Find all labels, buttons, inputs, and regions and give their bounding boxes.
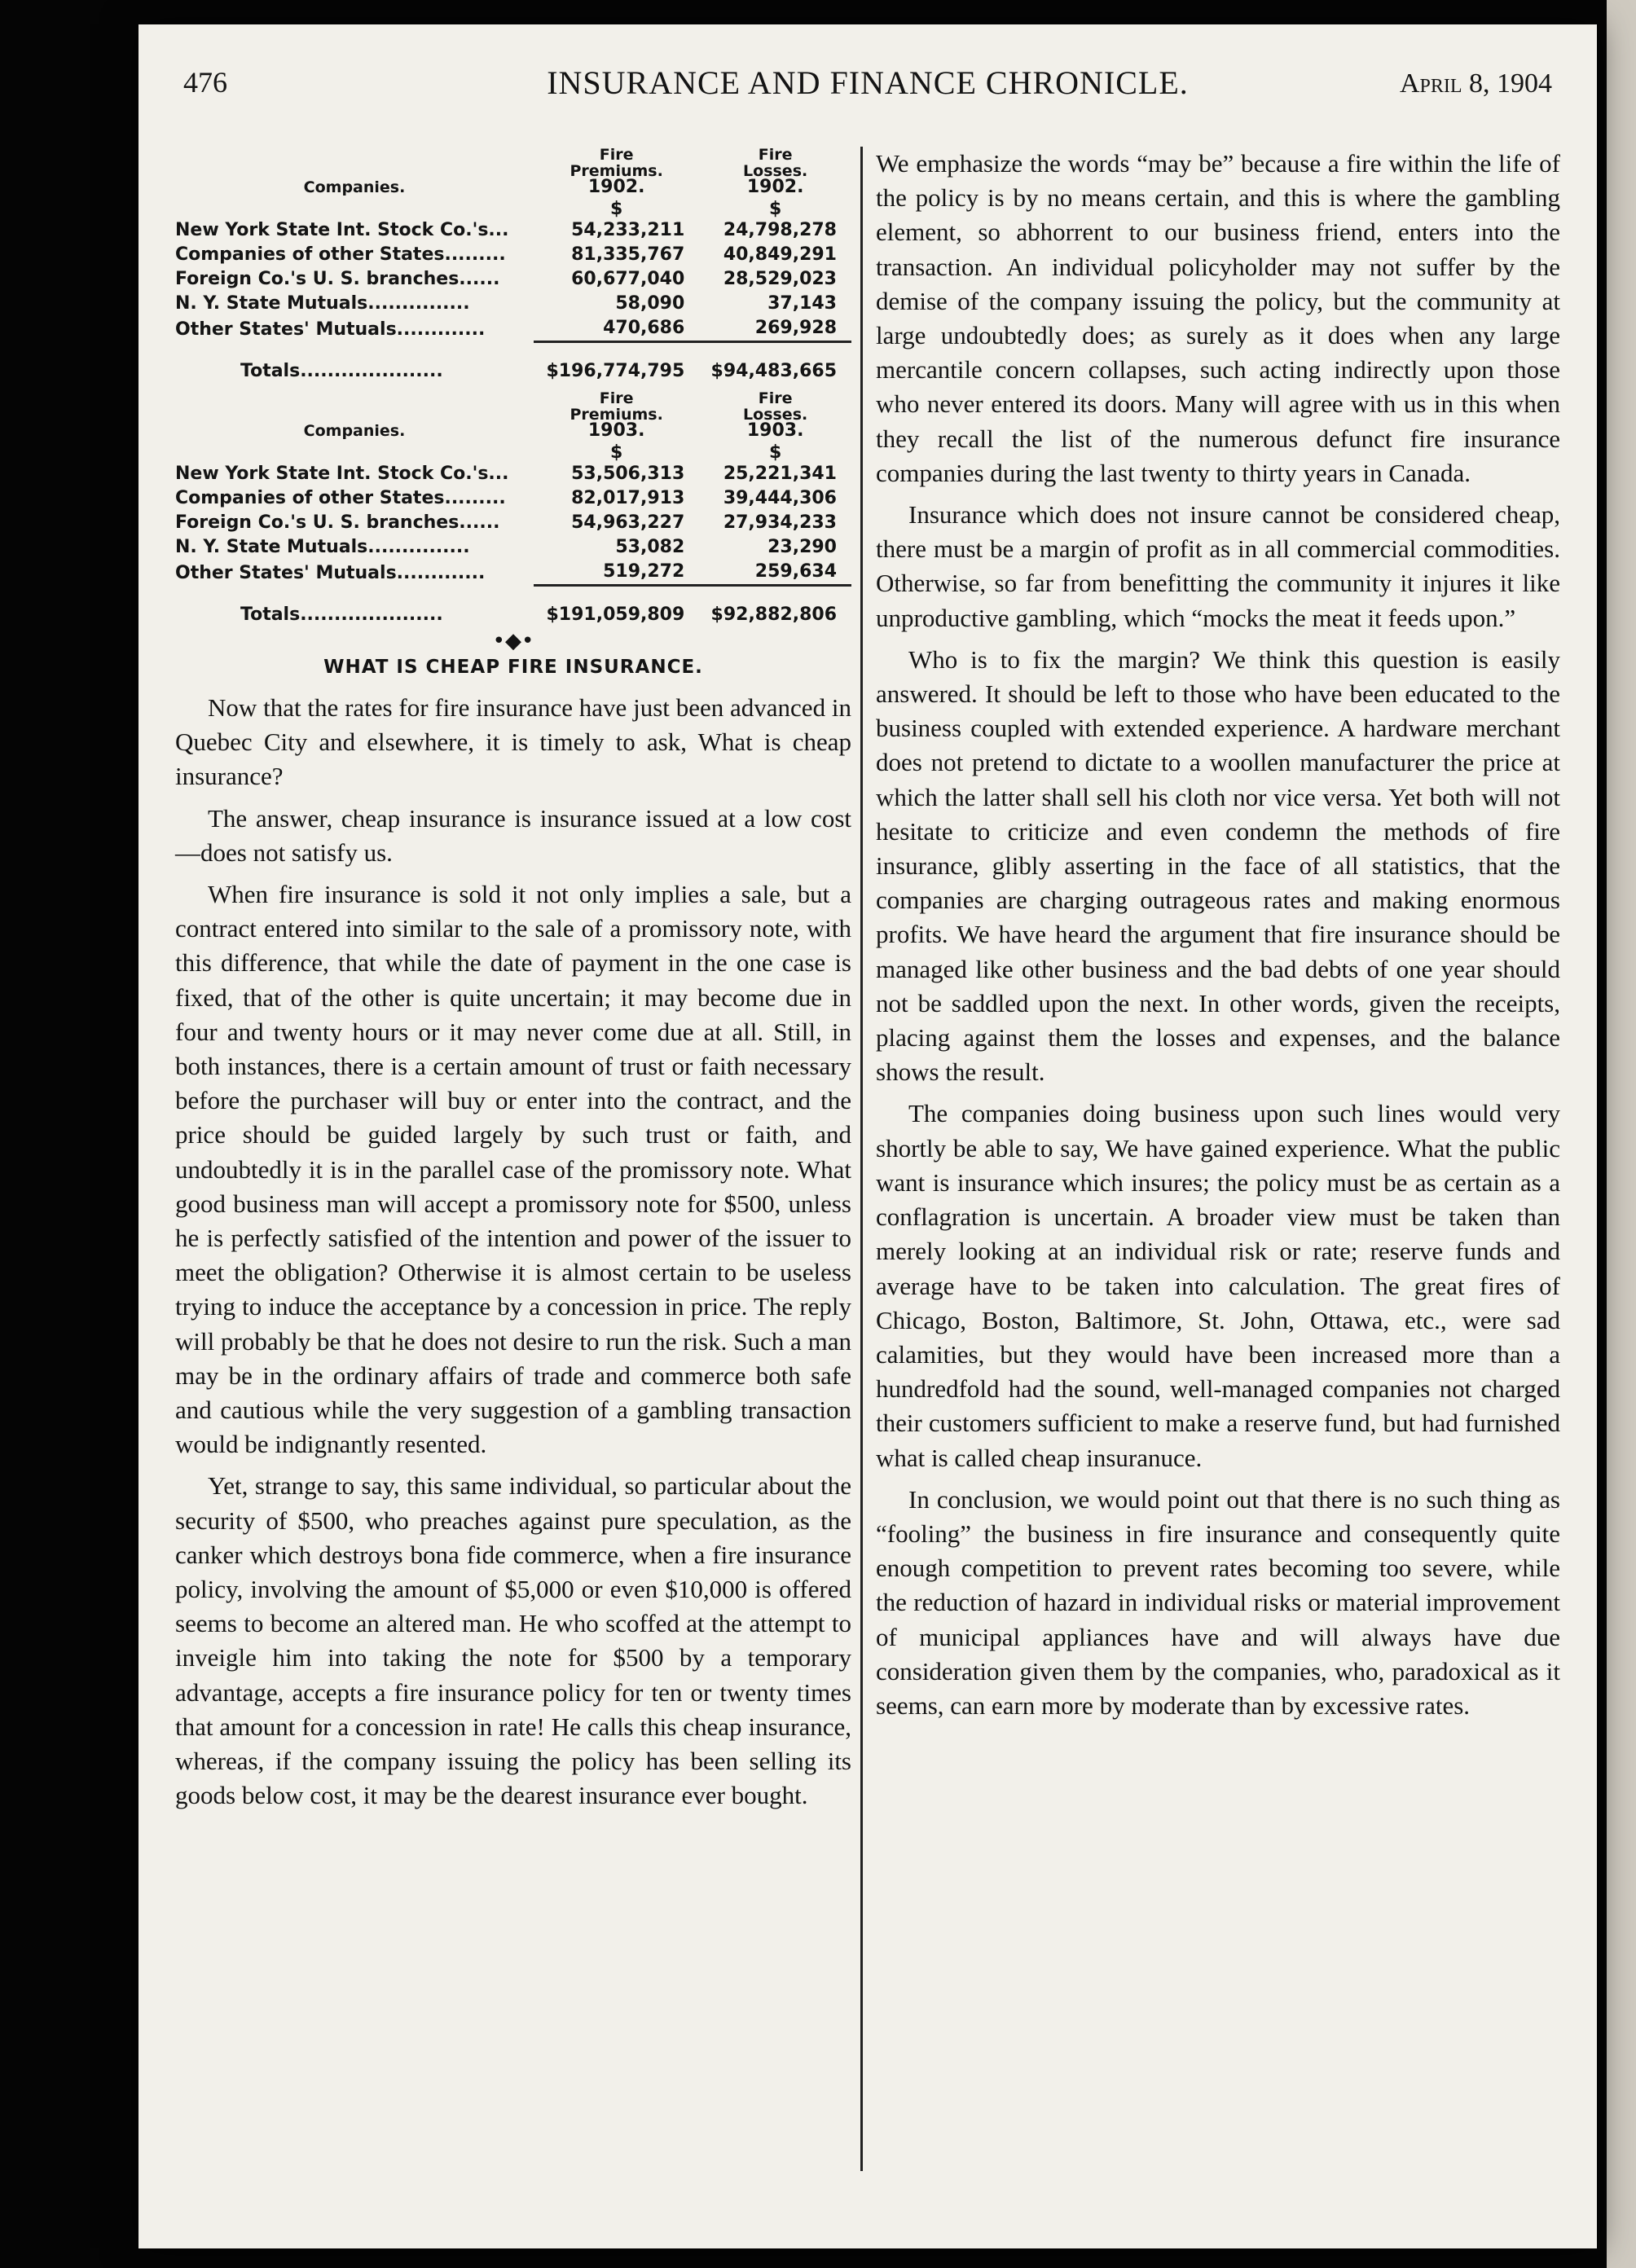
table-row: New York State Int. Stock Co.'s... 53,506,313 25,221,341 xyxy=(175,464,837,484)
table-row: N. Y. State Mutuals............... 53,082 23,290 xyxy=(175,537,837,557)
running-header xyxy=(183,57,1552,106)
article-paragraph: In conclusion, we would point out that there is no such thing as “fooling” the business in fire insurance and consequently quite enough competition to prevent rates becoming too severe, while the reduction of hazard in individual risks or material improvement of municipal appliances have and will always have due consideration given them by the companies, who, paradoxical as it seems, can earn more by moderate than by excessive rates. xyxy=(876,1484,1560,1720)
currency-mark: $ xyxy=(768,442,782,463)
table-row: Companies of other States......... 82,017,913 39,444,306 xyxy=(175,488,837,508)
publication-title: INSURANCE AND FINANCE CHRONICLE. xyxy=(547,64,1189,101)
section-ornament: •◆• xyxy=(492,629,534,653)
page-number: 476 xyxy=(183,66,227,99)
companies-header: Companies. xyxy=(303,422,406,440)
stats-table-1903 xyxy=(175,390,851,627)
article-paragraph: Yet, strange to say, this same individual, so particular about the security of $500, who preaches against pure speculation, as the canker which destroys bona fide commerce, when a fire insurance policy, involving the amount of $5,000 or even $10,000 is offered seems to become an altered man. He who scoffed at the attempt to inveigle him into taking the note for $500 by a temporary advantage, accepts a fire insurance policy for ten or twenty times that amount for a concession in rate! He calls this cheap insurance, whereas, if the company issuing the policy has been selling its goods below cost, it may be the dearest insurance ever bought. xyxy=(175,1471,851,1810)
article-paragraph: The companies doing business upon such lines would very shortly be able to say, We have gained experience. What the public want is insurance which insures; the policy must be as certain as a conflagration is uncertain. A broader view must be taken than merely looking at an individual risk or rate; reserve funds and average have to be taken into calculation. The great fires of Chicago, Boston, Baltimore, St. John, Ottawa, etc., were sad calamities, but they would have been increased more than a hundredfold had the sound, well-managed companies not charged their customers sufficient to make a reserve fund, but had furnished what is called cheap insuranuce. xyxy=(876,1099,1560,1472)
issue-date: April 8, 1904 xyxy=(1399,68,1552,99)
article-paragraph: Who is to fix the margin? We think this question is easily answered. It should be left to those who have been educated to the business coupled with extended experience. A hardware merchant does not pretend to dictate to a woollen manufacturer the price at which the latter shall sell his cloth nor vice versa. Yet both will not hesitate to criticize and even condemn the methods of fire insurance, glibly asserting in the face of all statistics, that the companies are charging outrageous rates and making enormous profits. We have heard the argument that fire insurance should be managed like other business and the bad debts of one year should not be saddled upon the next. In other words, given the receipts, placing against them the losses and expenses, and the balance shows the result. xyxy=(876,644,1560,1087)
right-column xyxy=(876,147,1560,1730)
losses-header: Fire Losses. 1903. xyxy=(743,389,808,441)
adjacent-page-edge xyxy=(1607,0,1636,2268)
table-row: Companies of other States......... 81,335,767 40,849,291 xyxy=(175,244,837,265)
article-paragraph: When fire insurance is sold it not only implies a sale, but a contract entered into similar to the sale of a promissory note, with this difference, that while the date of payment in the one case is fixed, that of the other is quite uncertain; it may become due in four and twenty hours or it may never come due at all. Still, in both instances, there is a certain amount of trust or faith necessary before the purchaser will buy or enter into the contract, and the price should be guided largely by such trust or faith, and undoubtedly it is in the parallel case of the promissory note. What good business man will accept a promissory note for $500, unless he is perfectly satisfied of the intention and power of the issuer to meet the obligation? Otherwise it is almost certain to be useless trying to induce the acceptance by a concession in price. The reply will probably be that he does not desire to run the risk. Such a man may be in the ordinary affairs of trade and commerce both safe and cautious while the very suggestion of a gambling transaction would be indignantly resented. xyxy=(175,880,851,1459)
companies-header: Companies. xyxy=(303,178,406,196)
stats-table-1902 xyxy=(175,147,851,384)
table-row: New York State Int. Stock Co.'s... 54,233,211 24,798,278 xyxy=(175,220,837,240)
article-heading: WHAT IS CHEAP FIRE INSURANCE. xyxy=(323,657,703,678)
totals-row: Totals..................... $196,774,795 $94,483,665 xyxy=(175,342,851,385)
premiums-header: Fire Premiums. 1903. xyxy=(570,389,663,441)
article-paragraph: The answer, cheap insurance is insurance issued at a low cost—does not satisfy us. xyxy=(175,803,851,867)
currency-mark: $ xyxy=(609,199,623,219)
article-paragraph: Insurance which does not insure cannot be considered cheap, there must be a margin of profit as in all commercial commodities. Otherwise, so far from benefitting the community it injures it like unproductive gambling, which “mocks the meat it feeds upon.” xyxy=(876,500,1560,632)
table-row: Foreign Co.'s U. S. branches...... 54,963,227 27,934,233 xyxy=(175,512,837,533)
losses-header: Fire Losses. 1902. xyxy=(743,146,808,197)
table-row: Other States' Mutuals............. 470,686 269,928 xyxy=(175,318,837,340)
article-paragraph: We emphasize the words “may be” because a fire within the life of the policy is by no means certain, and this is where the gambling element, so abhorrent to our business friend, enters into the transaction. An individual policyholder may not suffer by the demise of the company issuing the policy, but the community at large undoubtedly does; as surely as it does when any large mercantile concern collapses, such acting indirectly upon those who never entered its doors. Many will agree with us in this when they recall the list of the numerous defunct fire insurance companies during the last twenty to thirty years in Canada. xyxy=(876,149,1560,487)
column-rule xyxy=(860,147,863,2171)
currency-mark: $ xyxy=(609,442,623,463)
table-row: Other States' Mutuals............. 519,272 259,634 xyxy=(175,561,837,583)
left-column xyxy=(175,147,851,1821)
table-row: Foreign Co.'s U. S. branches...... 60,677,040 28,529,023 xyxy=(175,269,837,289)
journal-page xyxy=(139,24,1597,2248)
premiums-header: Fire Premiums. 1902. xyxy=(570,146,663,197)
currency-mark: $ xyxy=(768,199,782,219)
totals-row: Totals..................... $191,059,809 $92,882,806 xyxy=(175,586,851,628)
article-paragraph: Now that the rates for fire insurance have just been advanced in Quebec City and elsewhere, it is timely to ask, What is cheap insurance? xyxy=(175,693,851,791)
table-row: N. Y. State Mutuals............... 58,090 37,143 xyxy=(175,293,837,314)
